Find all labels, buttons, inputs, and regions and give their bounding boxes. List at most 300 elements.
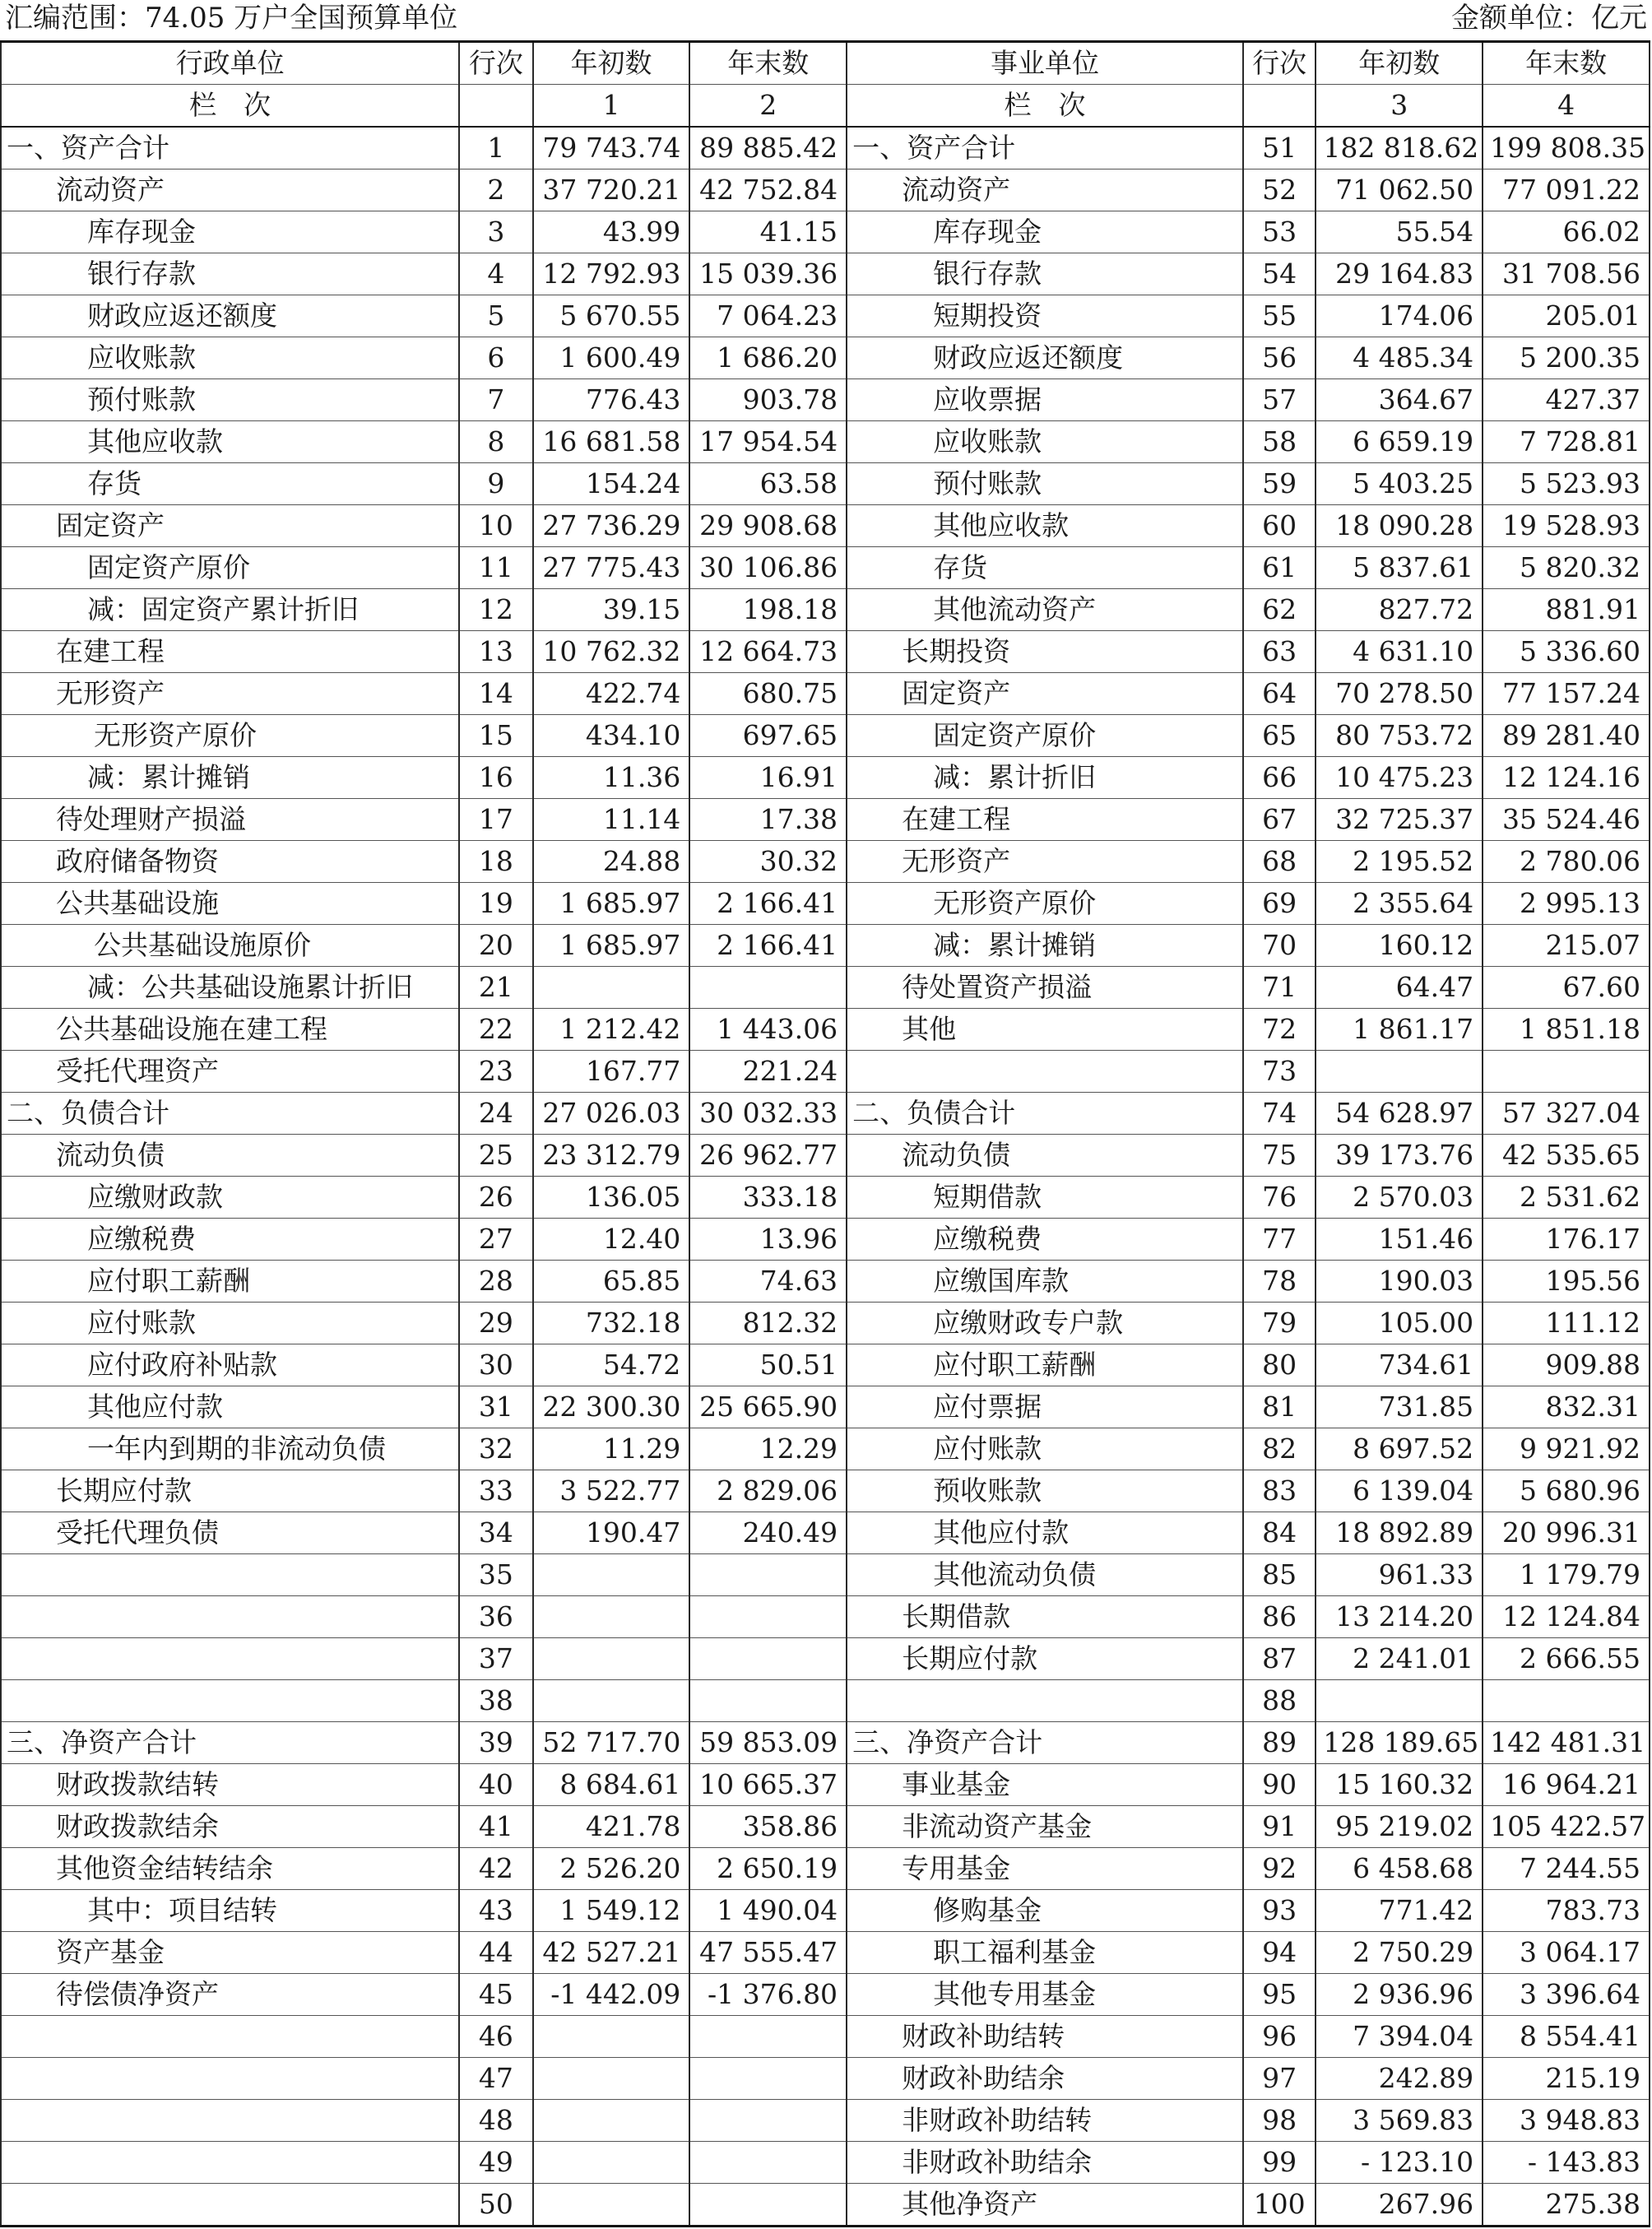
institution-item-name: 非财政补助结余 — [847, 2142, 1243, 2184]
institution-row-no: 83 — [1243, 1470, 1316, 1512]
admin-end-value: 30 106.86 — [689, 547, 847, 589]
institution-row-no: 59 — [1243, 463, 1316, 505]
admin-begin-value: 27 736.29 — [533, 505, 690, 547]
admin-end-value — [689, 2184, 847, 2227]
admin-begin-value: 27 026.03 — [533, 1093, 690, 1135]
admin-row-no: 14 — [459, 673, 532, 715]
institution-row-no: 78 — [1243, 1261, 1316, 1303]
institution-row-no: 90 — [1243, 1764, 1316, 1806]
institution-begin-value: 32 725.37 — [1316, 799, 1483, 841]
institution-end-value: 2 995.13 — [1483, 883, 1650, 925]
admin-end-value: 42 752.84 — [689, 169, 847, 211]
institution-row-no: 56 — [1243, 337, 1316, 379]
table-row — [1, 925, 1650, 967]
institution-begin-value: 827.72 — [1316, 589, 1483, 631]
admin-row-no: 6 — [459, 337, 532, 379]
table-row — [1, 1638, 1650, 1680]
admin-begin-value: 3 522.77 — [533, 1470, 690, 1512]
institution-end-value: 67.60 — [1483, 967, 1650, 1009]
institution-begin-value: 267.96 — [1316, 2184, 1483, 2227]
admin-end-value: 12.29 — [689, 1428, 847, 1470]
admin-row-no: 24 — [459, 1093, 532, 1135]
institution-item-name: 其他净资产 — [847, 2184, 1243, 2227]
table-row — [1, 2016, 1650, 2058]
admin-row-no: 25 — [459, 1135, 532, 1177]
admin-begin-value — [533, 967, 690, 1009]
admin-row-no: 28 — [459, 1261, 532, 1303]
balance-sheet-table — [0, 40, 1650, 2227]
header-row-no-2: 行次 — [1243, 42, 1316, 85]
institution-end-value: - 143.83 — [1483, 2142, 1650, 2184]
admin-end-value: 680.75 — [689, 673, 847, 715]
table-row — [1, 1974, 1650, 2016]
admin-begin-value: 11.14 — [533, 799, 690, 841]
institution-begin-value: 18 090.28 — [1316, 505, 1483, 547]
institution-row-no: 87 — [1243, 1638, 1316, 1680]
admin-begin-value: 732.18 — [533, 1303, 690, 1344]
institution-end-value: 909.88 — [1483, 1344, 1650, 1386]
institution-row-no: 94 — [1243, 1932, 1316, 1974]
admin-row-no: 2 — [459, 169, 532, 211]
institution-row-no: 68 — [1243, 841, 1316, 883]
institution-begin-value — [1316, 1051, 1483, 1093]
table-row — [1, 2100, 1650, 2142]
scope-label: 汇编范围：74.05 万户全国预算单位 — [5, 2, 458, 35]
admin-row-no: 12 — [459, 589, 532, 631]
institution-item-name: 修购基金 — [847, 1890, 1243, 1932]
table-row — [1, 421, 1650, 463]
table-row — [1, 2058, 1650, 2100]
table-row — [1, 1890, 1650, 1932]
institution-end-value: 66.02 — [1483, 211, 1650, 253]
admin-row-no: 7 — [459, 379, 532, 421]
institution-item-name: 长期投资 — [847, 631, 1243, 673]
institution-begin-value: 734.61 — [1316, 1344, 1483, 1386]
institution-row-no: 80 — [1243, 1344, 1316, 1386]
admin-end-value: 30.32 — [689, 841, 847, 883]
admin-row-no: 3 — [459, 211, 532, 253]
admin-item-name: 公共基础设施 — [1, 883, 459, 925]
table-row — [1, 253, 1650, 295]
admin-row-no: 41 — [459, 1806, 532, 1848]
institution-row-no: 96 — [1243, 2016, 1316, 2058]
table-row — [1, 1093, 1650, 1135]
admin-row-no: 10 — [459, 505, 532, 547]
institution-end-value: 205.01 — [1483, 295, 1650, 337]
admin-item-name: 公共基础设施在建工程 — [1, 1009, 459, 1051]
admin-begin-value: 421.78 — [533, 1806, 690, 1848]
admin-row-no: 45 — [459, 1974, 532, 2016]
table-row — [1, 1261, 1650, 1303]
admin-item-name: 流动负债 — [1, 1135, 459, 1177]
institution-row-no: 85 — [1243, 1554, 1316, 1596]
column-number-label: 栏 次 — [1, 85, 459, 128]
admin-end-value: 198.18 — [689, 589, 847, 631]
admin-item-name — [1, 2016, 459, 2058]
admin-item-name: 其他应收款 — [1, 421, 459, 463]
institution-item-name: 固定资产 — [847, 673, 1243, 715]
institution-end-value: 77 091.22 — [1483, 169, 1650, 211]
admin-begin-value — [533, 2142, 690, 2184]
admin-row-no: 37 — [459, 1638, 532, 1680]
admin-end-value: 10 665.37 — [689, 1764, 847, 1806]
admin-end-value: 7 064.23 — [689, 295, 847, 337]
header-end: 年末数 — [689, 42, 847, 85]
table-row — [1, 631, 1650, 673]
institution-item-name: 应付账款 — [847, 1428, 1243, 1470]
institution-item-name: 预收账款 — [847, 1470, 1243, 1512]
institution-end-value: 195.56 — [1483, 1261, 1650, 1303]
admin-item-name: 减：累计摊销 — [1, 757, 459, 799]
institution-row-no: 67 — [1243, 799, 1316, 841]
admin-begin-value: 11.29 — [533, 1428, 690, 1470]
institution-item-name: 预付账款 — [847, 463, 1243, 505]
admin-item-name: 公共基础设施原价 — [1, 925, 459, 967]
institution-begin-value: 5 837.61 — [1316, 547, 1483, 589]
institution-end-value: 3 064.17 — [1483, 1932, 1650, 1974]
institution-begin-value: 2 936.96 — [1316, 1974, 1483, 2016]
header-admin-unit: 行政单位 — [1, 42, 459, 85]
admin-row-no: 9 — [459, 463, 532, 505]
institution-begin-value: 174.06 — [1316, 295, 1483, 337]
admin-end-value: 697.65 — [689, 715, 847, 757]
admin-begin-value: -1 442.09 — [533, 1974, 690, 2016]
institution-end-value: 12 124.84 — [1483, 1596, 1650, 1638]
table-row — [1, 1344, 1650, 1386]
admin-end-value: 16.91 — [689, 757, 847, 799]
admin-end-value: 2 650.19 — [689, 1848, 847, 1890]
institution-row-no: 63 — [1243, 631, 1316, 673]
institution-end-value: 111.12 — [1483, 1303, 1650, 1344]
institution-end-value: 7 728.81 — [1483, 421, 1650, 463]
table-row — [1, 1848, 1650, 1890]
institution-end-value: 105 422.57 — [1483, 1806, 1650, 1848]
institution-end-value: 8 554.41 — [1483, 2016, 1650, 2058]
institution-item-name: 职工福利基金 — [847, 1932, 1243, 1974]
institution-row-no: 92 — [1243, 1848, 1316, 1890]
column-number-4: 4 — [1483, 85, 1650, 128]
admin-item-name: 财政应返还额度 — [1, 295, 459, 337]
institution-item-name: 财政应返还额度 — [847, 337, 1243, 379]
admin-begin-value: 8 684.61 — [533, 1764, 690, 1806]
table-row — [1, 1722, 1650, 1764]
admin-item-name: 三、净资产合计 — [1, 1722, 459, 1764]
institution-item-name: 流动负债 — [847, 1135, 1243, 1177]
table-row — [1, 1009, 1650, 1051]
admin-item-name: 应收账款 — [1, 337, 459, 379]
institution-end-value: 5 336.60 — [1483, 631, 1650, 673]
institution-end-value: 5 200.35 — [1483, 337, 1650, 379]
institution-item-name: 应收票据 — [847, 379, 1243, 421]
institution-row-no: 88 — [1243, 1680, 1316, 1722]
institution-end-value: 5 820.32 — [1483, 547, 1650, 589]
unit-label: 金额单位：亿元 — [1451, 2, 1647, 35]
admin-row-no: 21 — [459, 967, 532, 1009]
admin-end-value: 333.18 — [689, 1177, 847, 1219]
institution-item-name: 事业基金 — [847, 1764, 1243, 1806]
institution-end-value: 275.38 — [1483, 2184, 1650, 2227]
admin-item-name: 流动资产 — [1, 169, 459, 211]
admin-end-value: 812.32 — [689, 1303, 847, 1344]
institution-row-no: 77 — [1243, 1219, 1316, 1261]
institution-item-name: 长期应付款 — [847, 1638, 1243, 1680]
column-number-blank-2 — [1243, 85, 1316, 128]
admin-begin-value — [533, 1596, 690, 1638]
table-row — [1, 1764, 1650, 1806]
institution-end-value: 35 524.46 — [1483, 799, 1650, 841]
institution-begin-value: 18 892.89 — [1316, 1512, 1483, 1554]
admin-begin-value — [533, 1680, 690, 1722]
institution-row-no: 100 — [1243, 2184, 1316, 2227]
institution-begin-value: 1 861.17 — [1316, 1009, 1483, 1051]
institution-row-no: 69 — [1243, 883, 1316, 925]
header-begin-2: 年初数 — [1316, 42, 1483, 85]
column-number-label-2: 栏 次 — [847, 85, 1243, 128]
admin-begin-value: 776.43 — [533, 379, 690, 421]
admin-item-name: 财政拨款结转 — [1, 1764, 459, 1806]
institution-begin-value: 731.85 — [1316, 1386, 1483, 1428]
admin-end-value: 903.78 — [689, 379, 847, 421]
institution-end-value: 20 996.31 — [1483, 1512, 1650, 1554]
table-row — [1, 1219, 1650, 1261]
institution-end-value: 3 948.83 — [1483, 2100, 1650, 2142]
institution-begin-value: 54 628.97 — [1316, 1093, 1483, 1135]
institution-end-value — [1483, 1680, 1650, 1722]
admin-begin-value: 422.74 — [533, 673, 690, 715]
admin-begin-value: 52 717.70 — [533, 1722, 690, 1764]
institution-end-value: 77 157.24 — [1483, 673, 1650, 715]
admin-item-name — [1, 2184, 459, 2227]
header-institution-unit: 事业单位 — [847, 42, 1243, 85]
admin-begin-value: 190.47 — [533, 1512, 690, 1554]
admin-row-no: 23 — [459, 1051, 532, 1093]
institution-row-no: 73 — [1243, 1051, 1316, 1093]
header-begin: 年初数 — [533, 42, 690, 85]
institution-row-no: 65 — [1243, 715, 1316, 757]
institution-item-name: 其他 — [847, 1009, 1243, 1051]
admin-row-no: 49 — [459, 2142, 532, 2184]
institution-begin-value: 5 403.25 — [1316, 463, 1483, 505]
admin-end-value: 17.38 — [689, 799, 847, 841]
admin-row-no: 16 — [459, 757, 532, 799]
institution-item-name: 应收账款 — [847, 421, 1243, 463]
institution-end-value: 19 528.93 — [1483, 505, 1650, 547]
institution-begin-value: 771.42 — [1316, 1890, 1483, 1932]
admin-begin-value: 10 762.32 — [533, 631, 690, 673]
admin-item-name: 库存现金 — [1, 211, 459, 253]
admin-begin-value — [533, 2016, 690, 2058]
table-row — [1, 715, 1650, 757]
admin-row-no: 1 — [459, 127, 532, 169]
admin-item-name: 固定资产 — [1, 505, 459, 547]
institution-end-value: 5 523.93 — [1483, 463, 1650, 505]
institution-begin-value: 2 195.52 — [1316, 841, 1483, 883]
institution-end-value: 881.91 — [1483, 589, 1650, 631]
table-row — [1, 1596, 1650, 1638]
admin-end-value: 59 853.09 — [689, 1722, 847, 1764]
admin-item-name: 财政拨款结余 — [1, 1806, 459, 1848]
institution-item-name: 流动资产 — [847, 169, 1243, 211]
institution-end-value: 142 481.31 — [1483, 1722, 1650, 1764]
institution-begin-value: 4 485.34 — [1316, 337, 1483, 379]
table-row — [1, 1303, 1650, 1344]
admin-row-no: 38 — [459, 1680, 532, 1722]
admin-end-value: 89 885.42 — [689, 127, 847, 169]
table-row — [1, 1806, 1650, 1848]
admin-begin-value: 167.77 — [533, 1051, 690, 1093]
admin-begin-value: 16 681.58 — [533, 421, 690, 463]
table-row — [1, 337, 1650, 379]
admin-item-name: 其他资金结转结余 — [1, 1848, 459, 1890]
admin-end-value: 17 954.54 — [689, 421, 847, 463]
institution-end-value: 1 179.79 — [1483, 1554, 1650, 1596]
admin-end-value: 1 686.20 — [689, 337, 847, 379]
institution-item-name: 应缴税费 — [847, 1219, 1243, 1261]
admin-begin-value: 12 792.93 — [533, 253, 690, 295]
admin-item-name: 固定资产原价 — [1, 547, 459, 589]
admin-begin-value: 22 300.30 — [533, 1386, 690, 1428]
institution-begin-value: 10 475.23 — [1316, 757, 1483, 799]
admin-end-value: 26 962.77 — [689, 1135, 847, 1177]
admin-begin-value — [533, 2058, 690, 2100]
table-row — [1, 127, 1650, 169]
institution-item-name: 减：累计折旧 — [847, 757, 1243, 799]
table-row — [1, 883, 1650, 925]
admin-item-name: 预付账款 — [1, 379, 459, 421]
table-row — [1, 1135, 1650, 1177]
admin-item-name: 资产基金 — [1, 1932, 459, 1974]
admin-begin-value: 136.05 — [533, 1177, 690, 1219]
institution-begin-value: 29 164.83 — [1316, 253, 1483, 295]
admin-item-name — [1, 1596, 459, 1638]
institution-row-no: 51 — [1243, 127, 1316, 169]
admin-row-no: 30 — [459, 1344, 532, 1386]
admin-end-value: 240.49 — [689, 1512, 847, 1554]
institution-item-name: 财政补助结余 — [847, 2058, 1243, 2100]
institution-begin-value: 2 750.29 — [1316, 1932, 1483, 1974]
admin-row-no: 20 — [459, 925, 532, 967]
admin-row-no: 11 — [459, 547, 532, 589]
institution-item-name: 应缴国库款 — [847, 1261, 1243, 1303]
institution-row-no: 91 — [1243, 1806, 1316, 1848]
institution-item-name: 三、净资产合计 — [847, 1722, 1243, 1764]
institution-item-name: 非流动资产基金 — [847, 1806, 1243, 1848]
institution-begin-value: 71 062.50 — [1316, 169, 1483, 211]
table-row — [1, 169, 1650, 211]
admin-item-name: 应付政府补贴款 — [1, 1344, 459, 1386]
institution-begin-value: 105.00 — [1316, 1303, 1483, 1344]
table-caption-line — [0, 0, 1652, 39]
table-row — [1, 295, 1650, 337]
table-row — [1, 2142, 1650, 2184]
admin-item-name: 待处理财产损溢 — [1, 799, 459, 841]
admin-end-value: 2 166.41 — [689, 925, 847, 967]
table-row — [1, 841, 1650, 883]
institution-begin-value: 4 631.10 — [1316, 631, 1483, 673]
institution-row-no: 99 — [1243, 2142, 1316, 2184]
table-row — [1, 505, 1650, 547]
table-row — [1, 463, 1650, 505]
institution-item-name: 其他应付款 — [847, 1512, 1243, 1554]
institution-item-name: 存货 — [847, 547, 1243, 589]
institution-end-value: 89 281.40 — [1483, 715, 1650, 757]
institution-begin-value: 151.46 — [1316, 1219, 1483, 1261]
admin-row-no: 48 — [459, 2100, 532, 2142]
admin-end-value — [689, 1554, 847, 1596]
institution-end-value: 176.17 — [1483, 1219, 1650, 1261]
admin-begin-value: 2 526.20 — [533, 1848, 690, 1890]
admin-begin-value: 12.40 — [533, 1219, 690, 1261]
institution-begin-value: 6 458.68 — [1316, 1848, 1483, 1890]
admin-row-no: 35 — [459, 1554, 532, 1596]
institution-begin-value: 2 355.64 — [1316, 883, 1483, 925]
admin-item-name: 无形资产原价 — [1, 715, 459, 757]
institution-end-value: 42 535.65 — [1483, 1135, 1650, 1177]
institution-item-name: 专用基金 — [847, 1848, 1243, 1890]
admin-end-value — [689, 1596, 847, 1638]
column-number-2: 2 — [689, 85, 847, 128]
institution-begin-value: 160.12 — [1316, 925, 1483, 967]
admin-begin-value: 39.15 — [533, 589, 690, 631]
institution-item-name: 在建工程 — [847, 799, 1243, 841]
institution-end-value: 9 921.92 — [1483, 1428, 1650, 1470]
admin-item-name: 待偿债净资产 — [1, 1974, 459, 2016]
admin-end-value: 29 908.68 — [689, 505, 847, 547]
admin-item-name: 二、负债合计 — [1, 1093, 459, 1135]
admin-row-no: 13 — [459, 631, 532, 673]
institution-item-name: 固定资产原价 — [847, 715, 1243, 757]
institution-end-value: 31 708.56 — [1483, 253, 1650, 295]
institution-row-no: 93 — [1243, 1890, 1316, 1932]
admin-item-name: 其他应付款 — [1, 1386, 459, 1428]
institution-row-no: 66 — [1243, 757, 1316, 799]
admin-item-name — [1, 2058, 459, 2100]
institution-row-no: 97 — [1243, 2058, 1316, 2100]
table-row — [1, 799, 1650, 841]
institution-item-name: 应缴财政专户款 — [847, 1303, 1243, 1344]
institution-row-no: 95 — [1243, 1974, 1316, 2016]
admin-begin-value: 1 549.12 — [533, 1890, 690, 1932]
institution-begin-value: 190.03 — [1316, 1261, 1483, 1303]
institution-begin-value: 7 394.04 — [1316, 2016, 1483, 2058]
admin-begin-value: 37 720.21 — [533, 169, 690, 211]
admin-row-no: 22 — [459, 1009, 532, 1051]
admin-item-name: 其中：项目结转 — [1, 1890, 459, 1932]
admin-row-no: 34 — [459, 1512, 532, 1554]
admin-end-value: 1 490.04 — [689, 1890, 847, 1932]
admin-row-no: 15 — [459, 715, 532, 757]
admin-row-no: 27 — [459, 1219, 532, 1261]
institution-item-name: 其他流动负债 — [847, 1554, 1243, 1596]
institution-row-no: 84 — [1243, 1512, 1316, 1554]
institution-end-value: 12 124.16 — [1483, 757, 1650, 799]
admin-begin-value: 1 685.97 — [533, 883, 690, 925]
admin-begin-value: 23 312.79 — [533, 1135, 690, 1177]
table-row — [1, 1470, 1650, 1512]
admin-begin-value: 54.72 — [533, 1344, 690, 1386]
admin-row-no: 47 — [459, 2058, 532, 2100]
institution-end-value: 57 327.04 — [1483, 1093, 1650, 1135]
institution-end-value: 1 851.18 — [1483, 1009, 1650, 1051]
institution-end-value: 3 396.64 — [1483, 1974, 1650, 2016]
admin-row-no: 32 — [459, 1428, 532, 1470]
column-number-1: 1 — [533, 85, 690, 128]
institution-item-name: 减：累计摊销 — [847, 925, 1243, 967]
admin-item-name: 受托代理资产 — [1, 1051, 459, 1093]
header-row — [1, 42, 1650, 85]
institution-begin-value: 3 569.83 — [1316, 2100, 1483, 2142]
admin-item-name: 银行存款 — [1, 253, 459, 295]
